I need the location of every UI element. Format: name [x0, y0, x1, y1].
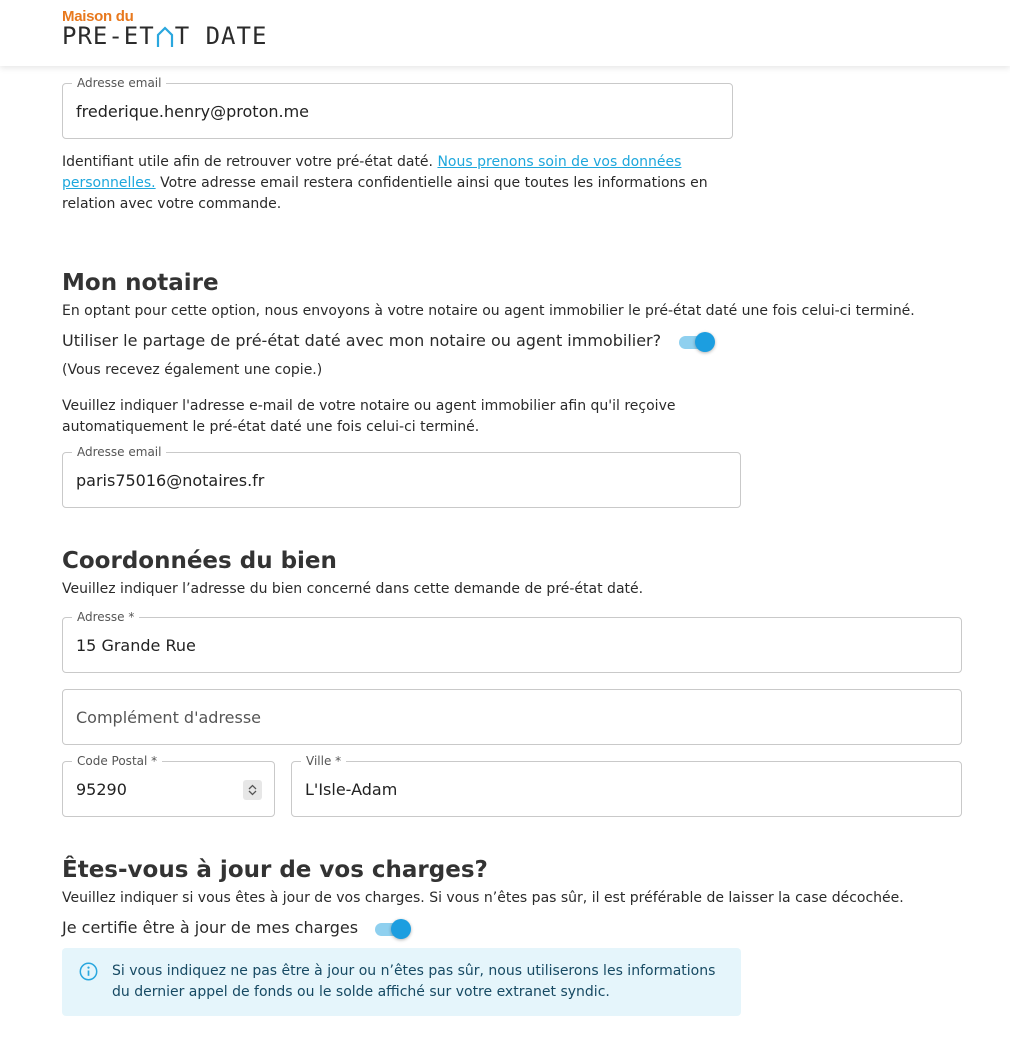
charges-toggle-label: Je certifie être à jour de mes charges	[62, 918, 359, 937]
email-field-label: Adresse email	[72, 76, 166, 90]
chevron-down-icon	[248, 790, 257, 796]
logo-line2	[62, 24, 267, 48]
charges-section-title: Êtes-vous à jour de vos charges?	[62, 857, 488, 883]
city-value: L'Isle-Adam	[305, 779, 398, 799]
postal-code-field[interactable]	[62, 754, 275, 817]
logo[interactable]	[62, 9, 267, 48]
copy-note: (Vous recevez également une copie.)	[62, 362, 323, 378]
notaire-share-question: Utiliser le partage de pré-état daté avec mon notaire ou agent immobilier?	[62, 331, 662, 350]
address-label: Adresse *	[72, 610, 139, 624]
address-value: 15 Grande Rue	[76, 635, 196, 655]
house-icon	[156, 26, 174, 48]
charges-info-text: Si vous indiquez ne pas être à jour ou n’êtes pas sûr, nous utiliserons les informations du dernier appel de fonds ou le solde affiché sur votre extranet syndic.	[112, 963, 716, 1000]
email-help-text	[62, 152, 742, 215]
info-icon	[79, 962, 98, 981]
logo-line1: Maison du	[62, 8, 134, 25]
notaire-section-title: Mon notaire	[62, 270, 219, 296]
address-complement-placeholder: Complément d'adresse	[76, 707, 262, 727]
charges-description: Veuillez indiquer si vous êtes à jour de vos charges. Si vous n’êtes pas sûr, il est préférable de laisser la case décochée.	[62, 890, 904, 906]
postal-code-value: 95290	[76, 779, 127, 799]
privacy-link[interactable]: Nous prenons soin de vos données personnelles.	[62, 154, 682, 191]
city-label: Ville *	[301, 754, 346, 768]
email-help-text-after: Votre adresse email restera confidentielle ainsi que toutes les informations en relation avec votre commande.	[62, 175, 708, 212]
charges-toggle[interactable]	[373, 919, 411, 939]
notaire-instruction: Veuillez indiquer l'adresse e-mail de votre notaire ou agent immobilier afin qu'il reçoive automatiquement le pré-état daté une fois celui-ci terminé.	[62, 398, 676, 435]
logo-line2-part1: PRE-ET	[62, 22, 155, 50]
charges-info-alert	[62, 948, 741, 1016]
address-complement-field[interactable]	[62, 689, 962, 745]
notaire-email-field[interactable]	[62, 445, 741, 508]
notaire-share-toggle[interactable]	[677, 332, 715, 352]
email-field-value: frederique.henry@proton.me	[76, 101, 310, 121]
property-description: Veuillez indiquer l’adresse du bien concerné dans cette demande de pré-état daté.	[62, 581, 644, 597]
postal-code-stepper[interactable]	[243, 780, 262, 800]
address-field[interactable]	[62, 610, 962, 673]
notaire-email-value: paris75016@notaires.fr	[76, 470, 265, 490]
notaire-description: En optant pour cette option, nous envoyons à votre notaire ou agent immobilier le pré-état daté une fois celui-ci terminé.	[62, 303, 915, 319]
email-help-text-before: Identifiant utile afin de retrouver votre pré-état daté.	[62, 154, 438, 170]
toggle-knob	[695, 332, 715, 352]
notaire-email-label: Adresse email	[72, 445, 166, 459]
email-field[interactable]	[62, 76, 733, 139]
toggle-knob	[391, 919, 411, 939]
postal-code-label: Code Postal *	[72, 754, 162, 768]
city-field[interactable]	[291, 754, 962, 817]
logo-line2-part2: T DATE	[174, 22, 268, 50]
property-section-title: Coordonnées du bien	[62, 548, 337, 574]
header	[0, 0, 1010, 66]
